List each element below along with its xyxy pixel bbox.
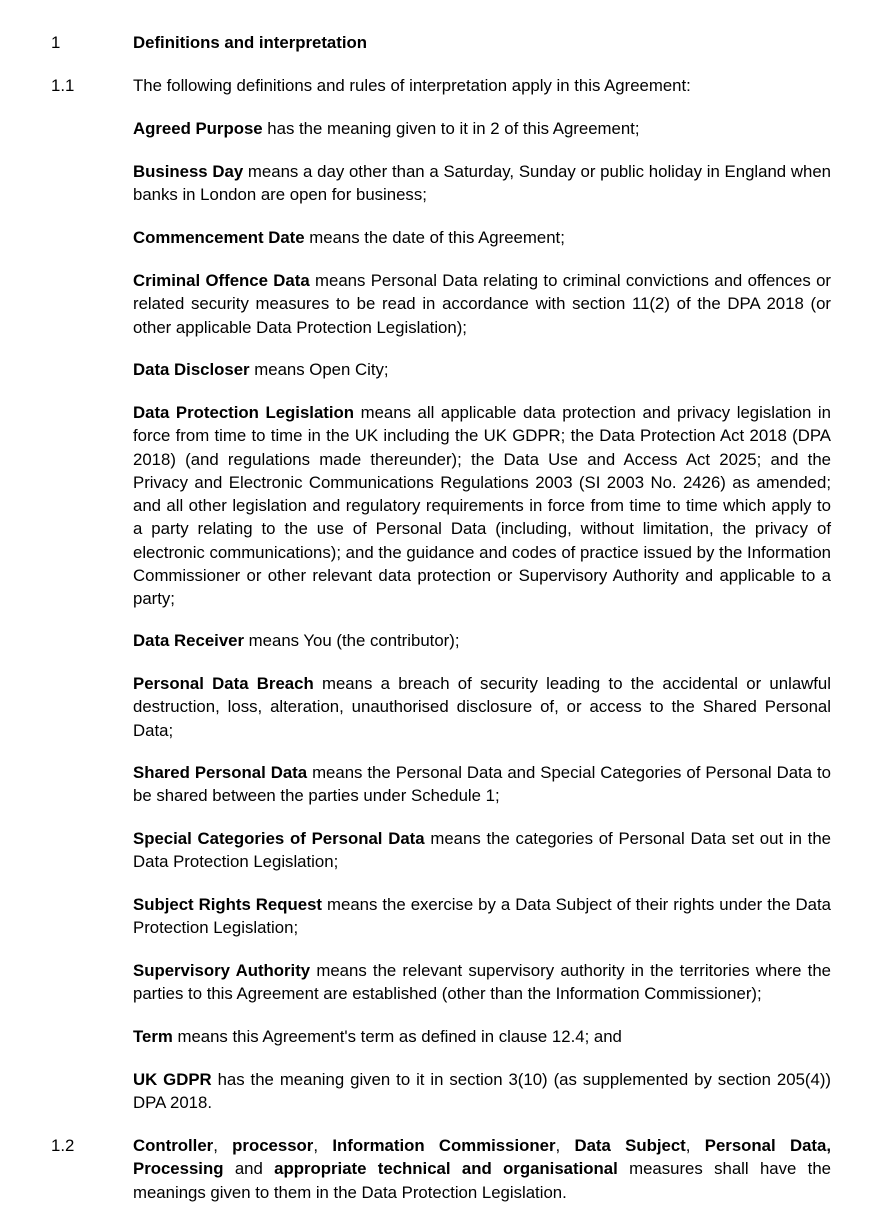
definition-data-protection-legislation [133, 401, 831, 611]
definition-agreed-purpose [133, 117, 831, 140]
definition-text: means a breach of security leading to the accidental or unlawful destruction, loss, alteration, unauthorised disclosure of, or access to the Shared Personal Data; [133, 674, 831, 740]
clause-1-2-tail: measures shall have the meanings given to them in the Data Protection Legislation. [133, 1159, 831, 1202]
separator: , [685, 1136, 705, 1155]
definition-term: Supervisory Authority [133, 961, 311, 980]
definition-term: UK GDPR [133, 1070, 212, 1089]
clause-number: 1.1 [51, 76, 75, 95]
definition-term: Criminal Offence Data [133, 271, 310, 290]
definition-term: Data Receiver [133, 631, 245, 650]
definition-shared-personal-data [133, 761, 831, 808]
clause-1-2-text [133, 1134, 831, 1204]
definition-data-discloser [133, 358, 831, 381]
separator: , [313, 1136, 333, 1155]
definition-text: has the meaning given to it in section 3(10) (as supplemented by section 205(4)) DPA 2018. [133, 1070, 831, 1113]
definition-term: Data Protection Legislation [133, 403, 355, 422]
definition-term: Personal Data Breach [133, 674, 314, 693]
definition-term: Subject Rights Request [133, 895, 323, 914]
definition-term: Business Day [133, 162, 244, 181]
definition-text: means this Agreement's term as defined in clause 12.4; and [172, 1027, 622, 1046]
definition-subject-rights-request [133, 893, 831, 940]
section-number: 1 [51, 33, 61, 52]
term-appropriate-measures: appropriate technical and organisational [274, 1159, 618, 1179]
term-information-commissioner: Information Commissioner [332, 1136, 556, 1155]
definition-text: means the date of this Agreement; [304, 228, 565, 247]
term-processor: processor [232, 1136, 314, 1155]
definition-text: has the meaning given to it in 2 of this Agreement; [262, 119, 640, 138]
definition-special-categories [133, 827, 831, 874]
definition-text: means all applicable data protection and privacy legislation in force from time to time in the UK including the UK GDPR; the Data Protection Act 2018 (DPA 2018) (and regulations made thereunder); the Data Use and Access Act 2025; and the Privacy and Electronic Communications Regulations 2003 (SI 2003 No. 2426) as amended; and all other legislation and regulatory requirements in force from time to time which apply to a party relating to the use of Personal Data (including, without limitation, the privacy of electronic communications); and the guidance and codes of practice issued by the Information Commissioner or other relevant data protection or Supervisory Authority and applicable to a party; [133, 403, 831, 609]
definition-personal-data-breach [133, 672, 831, 742]
definition-business-day [133, 160, 831, 207]
definition-term: Commencement Date [133, 228, 305, 247]
definition-text: means You (the contributor); [244, 631, 460, 650]
definition-term: Term [133, 1027, 173, 1046]
definition-term: Data Discloser [133, 360, 250, 379]
definition-text: means Personal Data relating to criminal convictions and offences or related security measures to be read in accordance with section 11(2) of the DPA 2018 (or other applicable Data Protection Legislation); [133, 271, 831, 337]
definition-text: means the Personal Data and Special Categories of Personal Data to be shared between the parties under Schedule 1; [133, 763, 831, 806]
separator: , [213, 1136, 233, 1155]
definition-commencement-date [133, 226, 831, 249]
clause-number: 1.2 [51, 1136, 75, 1155]
definition-text: means the categories of Personal Data set out in the Data Protection Legislation; [133, 829, 832, 872]
section-title: Definitions and interpretation [133, 33, 368, 52]
separator: and [223, 1159, 275, 1179]
definition-text: means the relevant supervisory authority in the territories where the parties to this Agreement are established (other than the Information Commissioner); [133, 961, 831, 1004]
definition-text: means Open City; [249, 360, 389, 379]
definition-text: means a day other than a Saturday, Sunday or public holiday in England when banks in London are open for business; [133, 162, 832, 205]
definition-supervisory-authority [133, 959, 831, 1006]
definition-data-receiver [133, 629, 831, 652]
term-data-subject: Data Subject [574, 1136, 686, 1155]
definition-term [133, 1025, 831, 1048]
definition-term: Shared Personal Data [133, 763, 308, 782]
clause-intro: The following definitions and rules of interpretation apply in this Agreement: [133, 76, 691, 95]
definition-criminal-offence-data [133, 269, 831, 339]
definition-text: means the exercise by a Data Subject of their rights under the Data Protection Legislation; [133, 895, 831, 938]
definition-term: Special Categories of Personal Data [133, 829, 425, 848]
separator: , [555, 1136, 575, 1155]
term-personal-data-processing: Personal Data, Processing [133, 1136, 832, 1179]
definition-uk-gdpr [133, 1068, 831, 1115]
definition-term: Agreed Purpose [133, 119, 263, 138]
term-controller: Controller [133, 1136, 214, 1155]
